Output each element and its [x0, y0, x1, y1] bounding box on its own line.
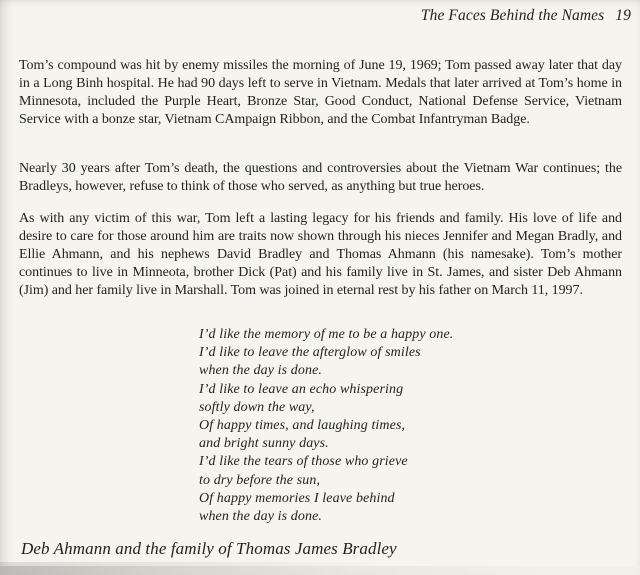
- running-header: [20, 7, 631, 25]
- paragraph-legacy: As with any victim of this war, Tom left a lasting legacy for his friends and family. His love of life and desire to care for those around him are traits now shown through his nieces Jennifer and Megan Bradly, and Ellie Ahmann, and his nephews David Bradley and Thomas Ahmann (his namesake). Tom’s mother continues to live in Minneota, brother Dick (Pat) and his family live in St. James, and sister Deb Ahmann (Jim) and her family live in Marshall. Tom was joined in eternal rest by his father on March 11, 1997.: [19, 211, 622, 298]
- poem-line: to dry before the sun,: [199, 472, 321, 488]
- page-number: 19: [615, 7, 631, 24]
- memorial-poem: [199, 326, 453, 526]
- poem-line: Of happy memories I leave behind: [199, 490, 395, 506]
- poem-line: I’d like the memory of me to be a happy one.: [199, 327, 454, 342]
- poem-line: softly down the way,: [199, 399, 315, 415]
- poem-line: and bright sunny days.: [199, 436, 329, 452]
- poem-line: I’d like to leave the afterglow of smiles: [199, 345, 421, 361]
- header-title: The Faces Behind the Names: [420, 7, 605, 24]
- poem-line: I’d like the tears of those who grieve: [199, 454, 408, 470]
- poem-line: Of happy times, and laughing times,: [199, 418, 406, 434]
- poem-line: when the day is done.: [199, 509, 323, 525]
- poem-line: I’d like to leave an echo whispering: [199, 381, 404, 397]
- paragraph-thirty-years: Nearly 30 years after Tom’s death, the questions and controversies about the Vietnam War continues; the Bradleys, however, refuse to think of those who served, as anything but true heroes.: [19, 161, 622, 194]
- poem-line: when the day is done.: [199, 363, 323, 379]
- paragraph-compound-hit: Tom’s compound was hit by enemy missiles the morning of June 19, 1969; Tom passed away later that day in a Long Binh hospital. He had 90 days left to serve in Vietnam. Medals that later arrived at Tom’s home in Minnesota, included the Purple Heart, Bronze Star, Good Conduct, National Defense Service, Vietnam Service with a bonze star, Vietnam CAmpaign Ribbon, and the Combat Infantryman Badge.: [19, 58, 622, 127]
- attribution-signature: Deb Ahmann and the family of Thomas James Bradley: [21, 539, 397, 558]
- scan-edge-artifact: [0, 566, 640, 575]
